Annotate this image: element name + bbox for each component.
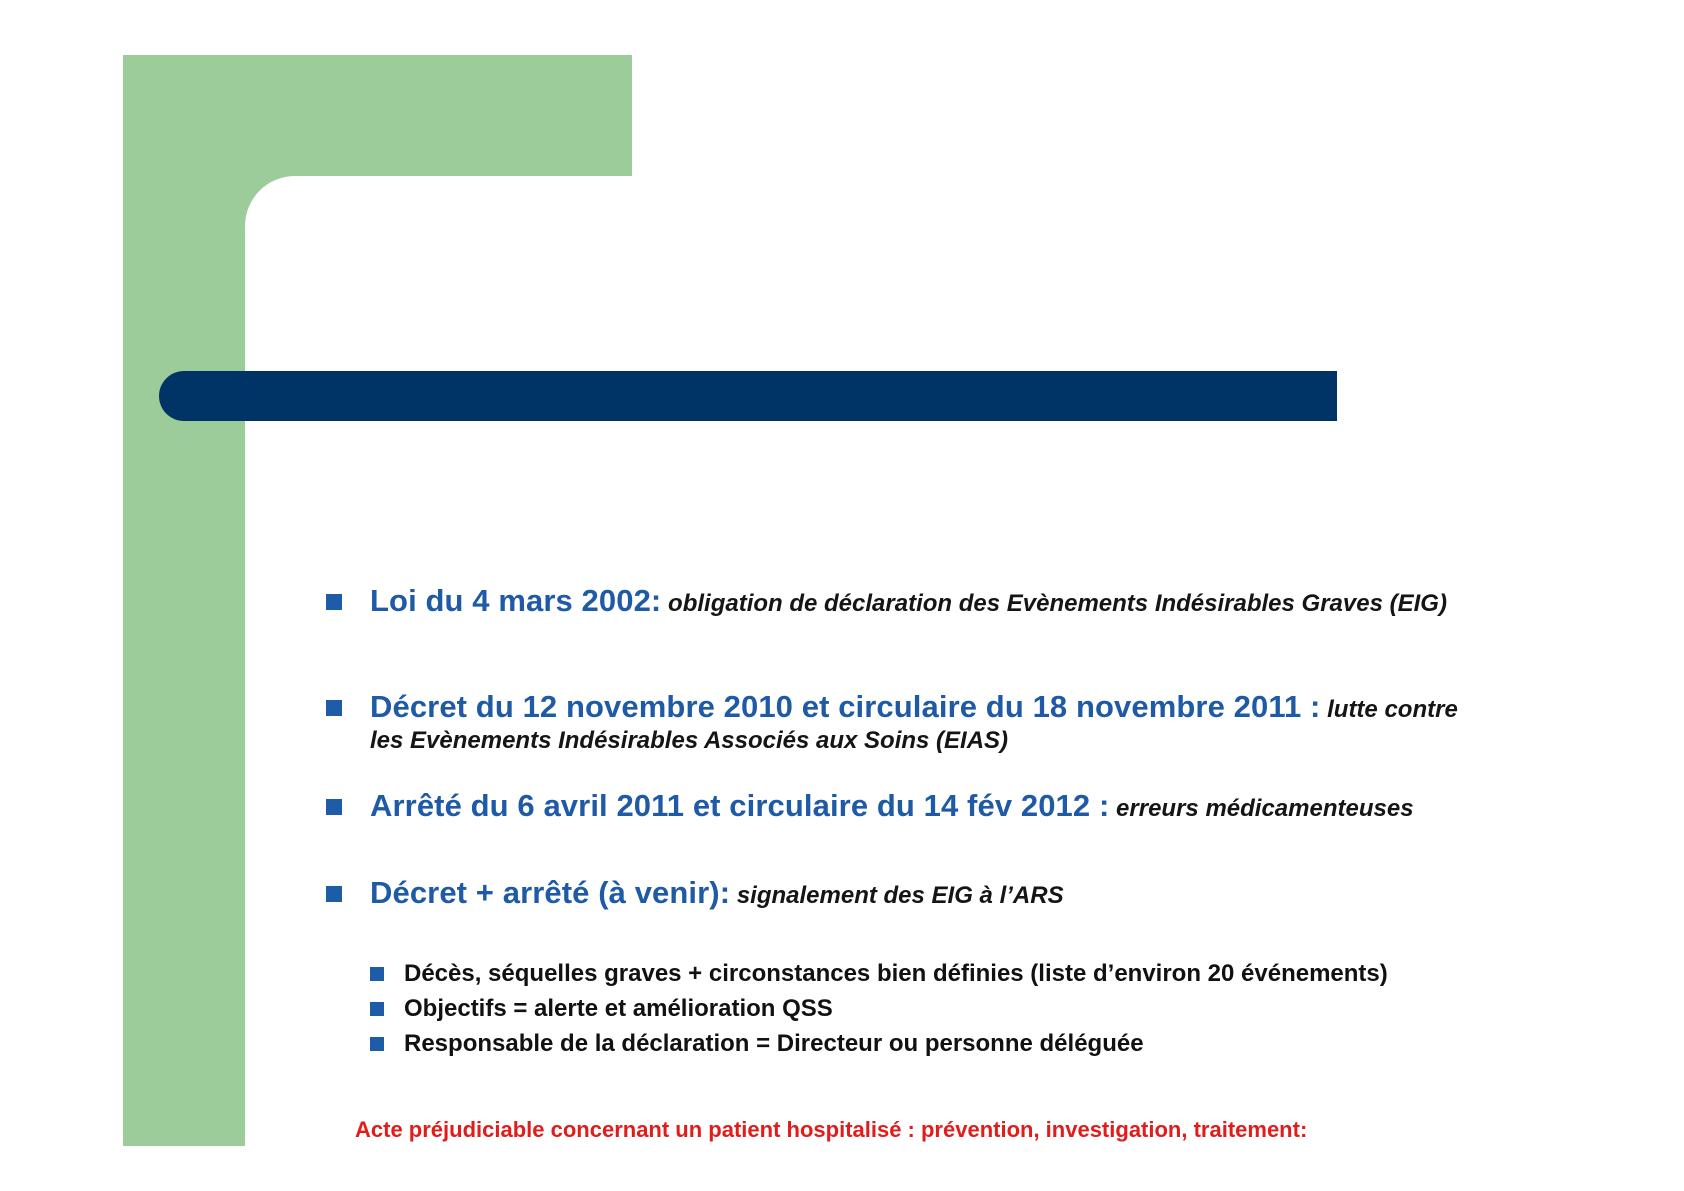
list-item-text: [370, 790, 1490, 824]
sub-list-item-text: Décès, séquelles graves + circonstances bien définies (liste d’environ 20 événements): [404, 960, 1388, 987]
list-item-text: [370, 691, 1490, 756]
list-item-detail: signalement des EIG à l’ARS: [736, 882, 1064, 909]
list-item-detail: erreurs médicamenteuses: [1116, 795, 1414, 822]
list-item-text: [370, 877, 1490, 911]
square-bullet-icon: [326, 700, 342, 716]
sub-list-item-text: Responsable de la déclaration = Directeur ou personne déléguée: [404, 1030, 1144, 1057]
list-item-detail: obligation de déclaration des Evènements Indésirables Graves (EIG): [668, 590, 1447, 617]
sub-list-item-text: Objectifs = alerte et amélioration QSS: [404, 995, 833, 1022]
list-item-lead: Décret du 12 novembre 2010 et circulaire du 18 novembre 2011 :: [370, 689, 1321, 724]
green-left-stripe: [123, 176, 245, 1146]
square-bullet-icon: [370, 1037, 384, 1051]
list-item-lead: Décret + arrêté (à venir):: [370, 875, 731, 910]
list-item-lead: Arrêté du 6 avril 2011 et circulaire du 14 fév 2012 :: [370, 788, 1110, 823]
list-item-lead: Loi du 4 mars 2002:: [370, 583, 662, 618]
square-bullet-icon: [326, 594, 342, 610]
square-bullet-icon: [370, 967, 384, 981]
title-bar: [159, 371, 1337, 421]
list-item-detail: lutte contre les Evènements Indésirables Associés aux Soins (EIAS): [370, 696, 1458, 754]
footer-note: Acte préjudiciable concernant un patient hospitalisé : prévention, investigation, traitement:: [355, 1117, 1308, 1142]
square-bullet-icon: [370, 1002, 384, 1016]
square-bullet-icon: [326, 799, 342, 815]
square-bullet-icon: [326, 886, 342, 902]
list-item-text: [370, 585, 1490, 619]
